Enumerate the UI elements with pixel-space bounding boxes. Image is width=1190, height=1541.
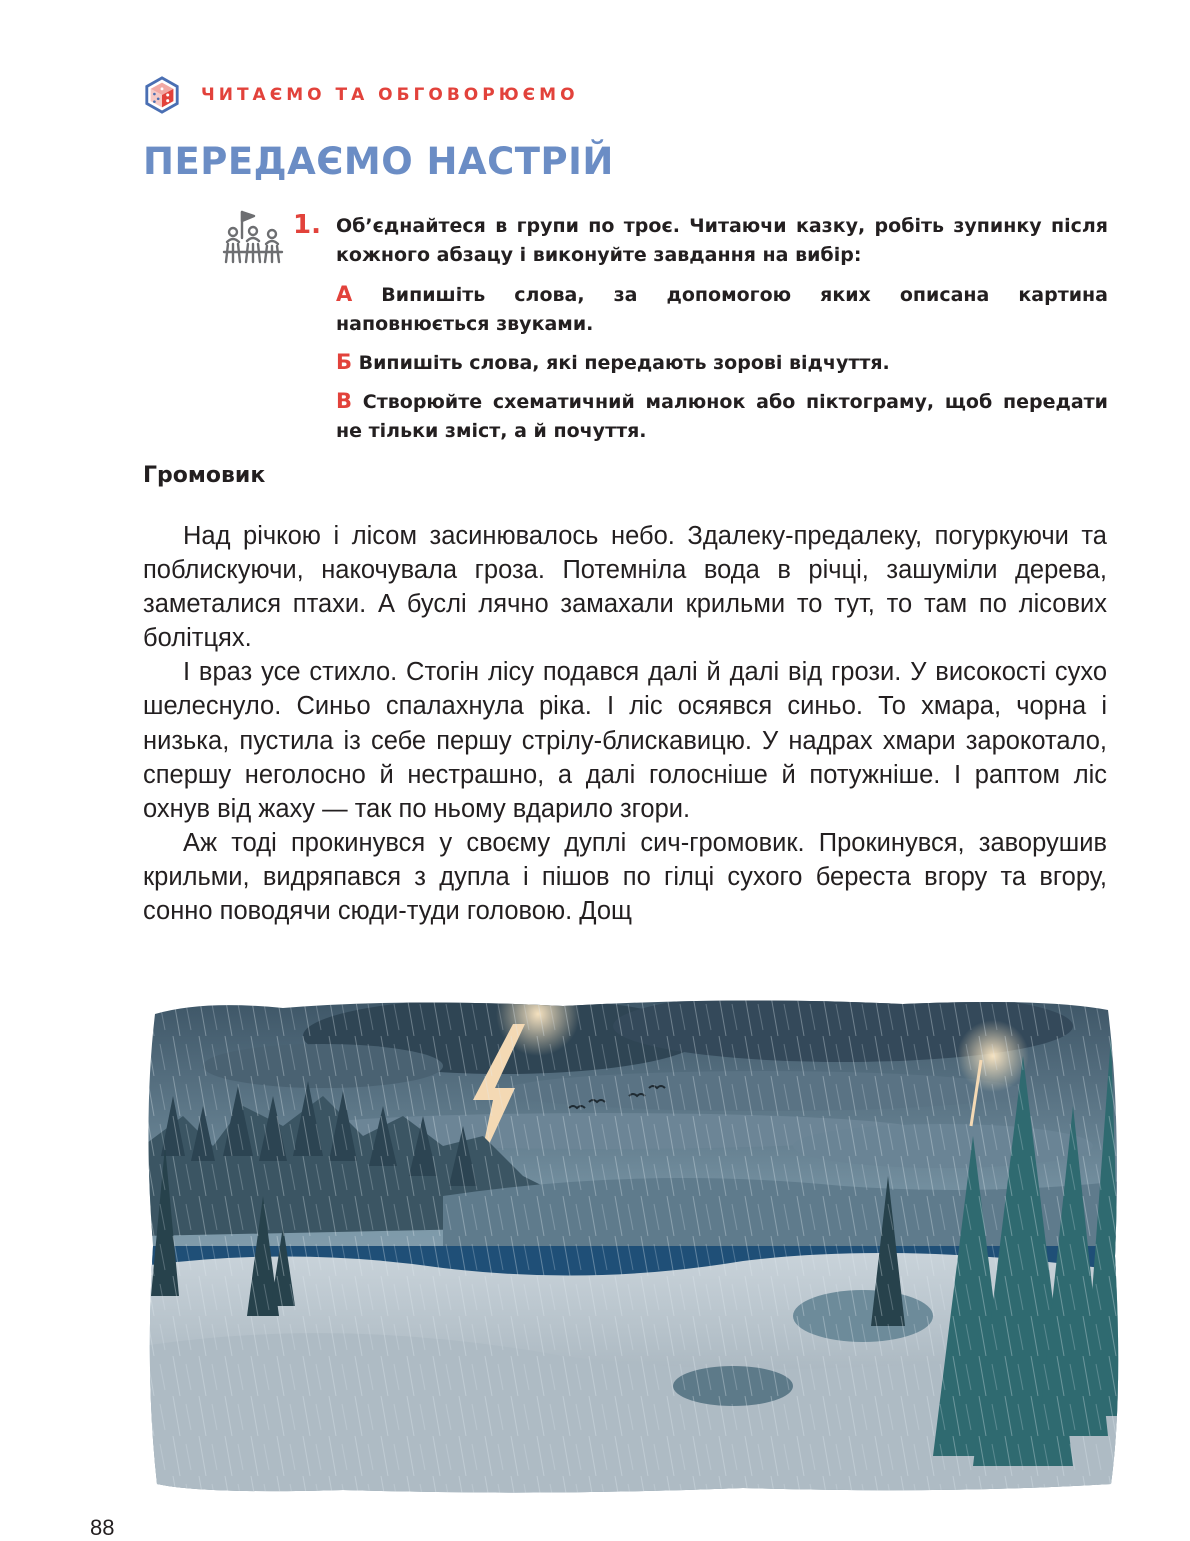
storm-illustration bbox=[143, 996, 1123, 1496]
option-text: Створюйте схематичний малюнок або піктограму, щоб передати не тільки зміст, а й почуття. bbox=[336, 391, 1108, 442]
story-paragraph: Аж тоді прокинувся у своєму дуплі сич-громовик. Прокинувся, заворушив крильми, видряпався з дупла і пішов по гілці сухого береста вгору та вгору, сонно поводячи сюди-туди головою. Дощ bbox=[143, 828, 1107, 926]
option-text: Випишіть слова, які передають зорові відчуття. bbox=[358, 352, 890, 374]
dice-icon bbox=[143, 76, 181, 114]
story-paragraph: І враз усе стихло. Стогін лісу подався далі й далі від грози. У високості сухо шелеснуло. Синьо спалахнула ріка. І ліс осяявся синьо. То хмара, чорна і низька, пустила із себе першу стрілу-блискавицю. У надрах хмари зарокотало, спершу неголосно й нестрашно, а далі голосніше й потужніше. І раптом ліс охнув від жаху — так по ньому вдарило згори. bbox=[143, 658, 1107, 823]
task-option-a bbox=[336, 280, 1108, 339]
group-discussion-icon bbox=[222, 208, 284, 266]
option-text: Випишіть слова, за допомогою яких описана картина наповнюється звуками. bbox=[336, 284, 1108, 335]
task-option-b bbox=[336, 348, 1108, 378]
task-option-c bbox=[336, 387, 1108, 446]
task-block bbox=[336, 212, 1108, 455]
section-header bbox=[143, 76, 579, 114]
task-intro: Об’єднайтеся в групи по троє. Читаючи казку, робіть зупинку після кожного абзацу і виконуйте завдання на вибір: bbox=[336, 215, 1108, 266]
option-letter: В bbox=[336, 389, 353, 413]
task-number: 1. bbox=[293, 210, 321, 240]
story-text bbox=[143, 519, 1107, 928]
option-letter: А bbox=[336, 282, 353, 306]
page-title: ПЕРЕДАЄМО НАСТРІЙ bbox=[143, 140, 614, 183]
page-number: 88 bbox=[90, 1515, 115, 1540]
story-title: Громовик bbox=[143, 463, 266, 488]
story-paragraph: Над річкою і лісом засинювалось небо. Здалеку-предалеку, погуркуючи та поблискуючи, накочувала гроза. Потемніла вода в річці, зашуміли дерева, заметалися птахи. А буслі лячно замахали крильми то тут, то там по лісових болітцях. bbox=[143, 522, 1107, 653]
option-letter: Б bbox=[336, 350, 353, 374]
section-label: ЧИТАЄМО ТА ОБГОВОРЮЄМО bbox=[201, 85, 579, 105]
